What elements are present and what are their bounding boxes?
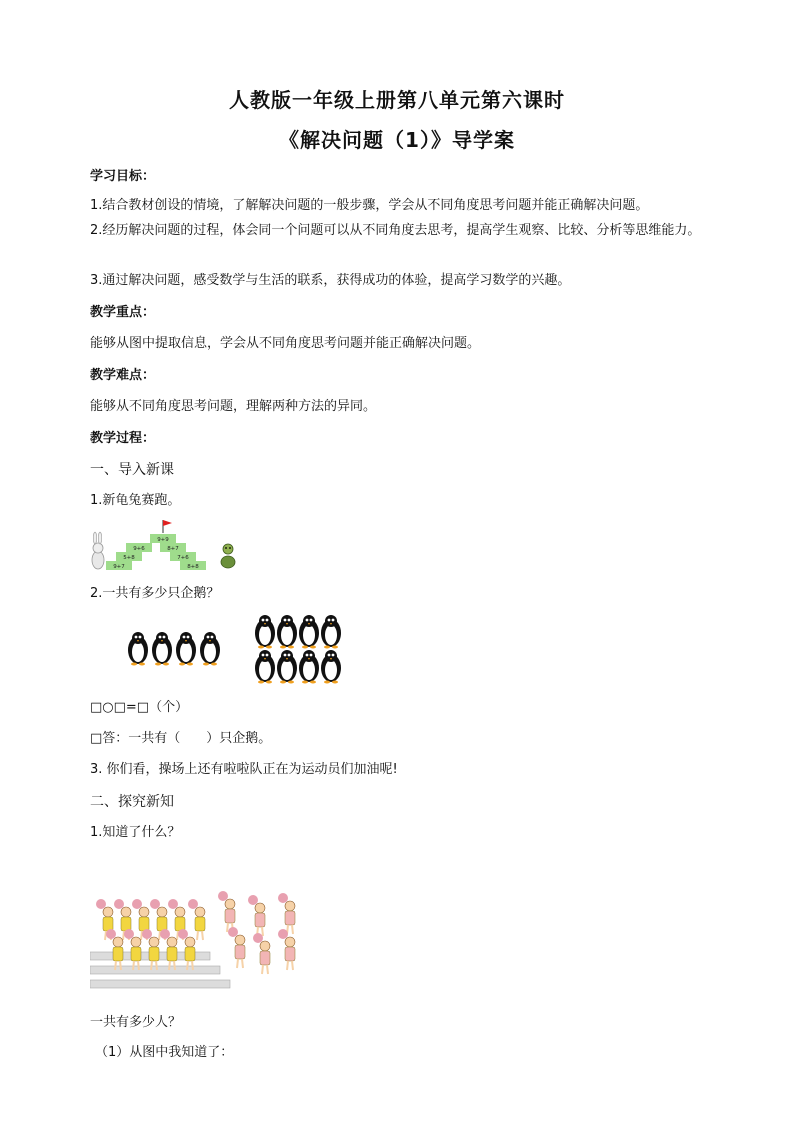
penguin-icon	[277, 615, 297, 649]
difficulty-text: 能够从不同角度思考问题，理解两种方法的异同。	[90, 399, 377, 414]
penguin-group-left	[128, 632, 220, 666]
flag-icon	[163, 520, 172, 533]
bleachers	[90, 952, 230, 988]
penguin-group-right	[255, 615, 341, 684]
cheer-team-pink	[218, 891, 295, 974]
tortoise-icon	[221, 544, 235, 568]
key-point-text: 能够从图中提取信息，学会从不同角度思考问题并能正确解决问题。	[90, 336, 481, 351]
race-cards	[106, 534, 206, 570]
cheerleader-yellow	[142, 929, 159, 970]
objective-1: 1.结合教材创设的情境，了解解决问题的一般步骤，学会从不同角度思考问题并能正确解决问题。	[90, 198, 649, 213]
section1-q3: 3. 你们看，操场上还有啦啦队正在为运动员们加油呢!	[90, 762, 398, 777]
process-heading: 教学过程：	[90, 431, 156, 446]
section2-sub1: （1）从图中我知道了：	[95, 1045, 234, 1060]
race-card-label: 8+7	[167, 546, 179, 552]
section2-question: 一共有多少人？	[90, 1015, 182, 1030]
race-card-label: 7+6	[177, 555, 189, 561]
penguin-icon	[128, 632, 148, 666]
cheerleader-yellow	[178, 929, 195, 970]
cheerleader-pink	[218, 891, 235, 932]
penguin-icon	[200, 632, 220, 666]
penguin-icon	[176, 632, 196, 666]
equation-blank: □○□=□（个）	[90, 700, 189, 715]
race-card-label: 9+7	[113, 564, 125, 570]
cheerleaders-image	[90, 890, 315, 1000]
penguin-icon	[152, 632, 172, 666]
section1-q2: 2.一共有多少只企鹅？	[90, 586, 220, 601]
race-card-label: 9+9	[157, 537, 169, 543]
penguin-icon	[255, 615, 275, 649]
rabbit-tortoise-race-image	[88, 516, 248, 576]
cheerleader-yellow	[124, 929, 141, 970]
cheerleader-pink	[228, 927, 245, 968]
objectives-heading: 学习目标：	[90, 169, 156, 184]
cheerleader-pink	[253, 933, 270, 974]
rabbit-icon	[92, 532, 104, 569]
race-card-label: 9+6	[133, 546, 145, 552]
section2-q1: 1.知道了什么？	[90, 825, 181, 840]
race-card-label: 5+8	[123, 555, 135, 561]
section1-q1: 1.新龟兔赛跑。	[90, 493, 181, 508]
key-point-heading: 教学重点：	[90, 305, 156, 320]
document-subtitle: 《解决问题（1）》导学案	[279, 128, 515, 152]
penguins-image	[125, 612, 355, 687]
penguin-icon	[255, 650, 275, 684]
cheerleader-yellow	[188, 899, 205, 940]
cheerleader-yellow	[106, 929, 123, 970]
answer-blank: □答：一共有（ ）只企鹅。	[90, 731, 272, 746]
cheerleader-pink	[278, 893, 295, 934]
race-card-label: 8+8	[187, 564, 199, 570]
penguin-icon	[299, 650, 319, 684]
penguin-icon	[321, 650, 341, 684]
section2-title: 二、探究新知	[90, 794, 174, 810]
penguin-icon	[277, 650, 297, 684]
cheerleader-pink	[248, 895, 265, 936]
cheerleader-yellow	[160, 929, 177, 970]
objective-3: 3.通过解决问题，感受数学与生活的联系，获得成功的体验，提高学习数学的兴趣。	[90, 273, 571, 288]
penguin-icon	[299, 615, 319, 649]
penguin-icon	[321, 615, 341, 649]
document-title: 人教版一年级上册第八单元第六课时	[229, 88, 565, 112]
objective-2: 2.经历解决问题的过程，体会同一个问题可以从不同角度去思考，提高学生观察、比较、分析等思维能力。	[90, 223, 701, 238]
cheerleader-pink	[278, 929, 295, 970]
difficulty-heading: 教学难点：	[90, 368, 156, 383]
section1-title: 一、导入新课	[90, 462, 174, 478]
